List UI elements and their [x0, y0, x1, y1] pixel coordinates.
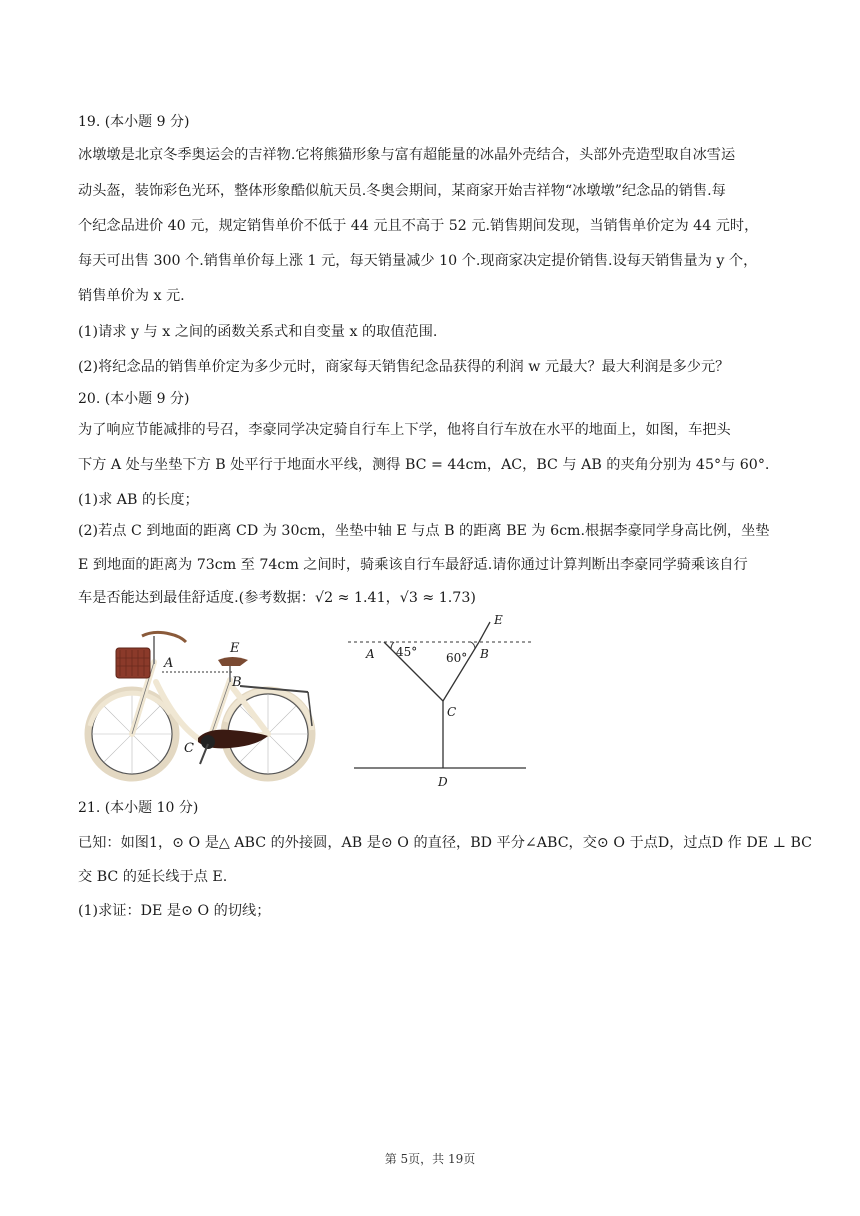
q19-paragraph-line-3: 个纪念品进价 40 元，规定销售单价不低于 44 元且不高于 52 元.销售期间发现，当销售单价定为 44 元时， [78, 218, 759, 234]
q20-paragraph-line-1: 为了响应节能减排的号召，李豪同学决定骑自行车上下学，他将自行车放在水平的地面上，如图，车把头 [78, 422, 731, 438]
q19-subquestion-1: (1)请求 y 与 x 之间的函数关系式和自变量 x 的取值范围. [78, 324, 438, 340]
page-footer: 第 5页，共 19页 [384, 1152, 476, 1166]
q21-subquestion-1: (1)求证：DE 是⊙ O 的切线； [78, 903, 271, 919]
angle-label-45: 45° [396, 645, 418, 659]
q20-heading: 20. (本小题 9 分) [78, 391, 190, 407]
angle-label-60: 60° [446, 651, 468, 665]
diagram-label-b: B [480, 647, 489, 661]
diagram-label-e: E [494, 613, 503, 627]
q20-subquestion-2-line-1: (2)若点 C 到地面的距离 CD 为 30cm，坐垫中轴 E 与点 B 的距离 BE 为 6cm.根据李豪同学身高比例，坐垫 [78, 523, 770, 539]
photo-label-c: C [184, 741, 194, 756]
angle-arc-a [391, 642, 394, 649]
q20-subquestion-2-line-2: E 到地面的距离为 73cm 至 74cm 之间时，骑乘该自行车最舒适.请你通过计算判断出李豪同学骑乘该自行 [78, 557, 748, 573]
photo-label-e: E [230, 641, 240, 656]
handlebar [142, 632, 186, 642]
basket [116, 648, 150, 678]
q19-heading: 19. (本小题 9 分) [78, 114, 190, 130]
q19-subquestion-2: (2)将纪念品的销售单价定为多少元时，商家每天销售纪念品获得的利润 w 元最大？最大利润是多少元？ [78, 359, 730, 375]
q19-paragraph-line-4: 每天可出售 300 个.销售单价每上涨 1 元，每天销量减少 10 个.现商家决定提价销售.设每天销售量为 y 个， [78, 253, 758, 269]
q19-paragraph-line-5: 销售单价为 x 元. [78, 288, 185, 304]
bicycle-photo [80, 622, 320, 784]
diagram-label-a: A [366, 647, 375, 661]
q20-subquestion-1: (1)求 AB 的长度； [78, 492, 199, 508]
saddle [218, 657, 248, 666]
diagram-label-c: C [447, 705, 457, 719]
angle-arc-b [471, 642, 475, 649]
bicycle-frame [132, 662, 268, 744]
q21-paragraph-line-1: 已知：如图1，⊙ O 是△ ABC 的外接圆，AB 是⊙ O 的直径，BD 平分∠ABC，交⊙ O 于点D，过点D 作 DE ⊥ BC [78, 835, 813, 851]
q21-heading: 21. (本小题 10 分) [78, 800, 199, 816]
diagram-label-d: D [438, 775, 448, 789]
q20-subquestion-2-line-3: 车是否能达到最佳舒适度.(参考数据：√2 ≈ 1.41，√3 ≈ 1.73) [78, 590, 476, 606]
photo-label-a: A [164, 656, 174, 671]
q19-paragraph-line-1: 冰墩墩是北京冬季奥运会的吉祥物.它将熊猫形象与富有超能量的冰晶外壳结合，头部外壳造型取自冰雪运 [78, 147, 736, 163]
photo-label-b: B [232, 675, 242, 690]
q20-paragraph-line-2: 下方 A 处与坐垫下方 B 处平行于地面水平线，测得 BC = 44cm，AC，BC 与 AB 的夹角分别为 45°与 60°. [78, 457, 770, 473]
q19-paragraph-line-2: 动头盔，装饰彩色光环，整体形象酷似航天员.冬奥会期间，某商家开始吉祥物“冰墩墩”纪念品的销售.每 [78, 183, 726, 199]
q21-paragraph-line-2: 交 BC 的延长线于点 E. [78, 869, 228, 885]
segment-be [479, 622, 490, 642]
geometry-diagram [340, 606, 540, 792]
